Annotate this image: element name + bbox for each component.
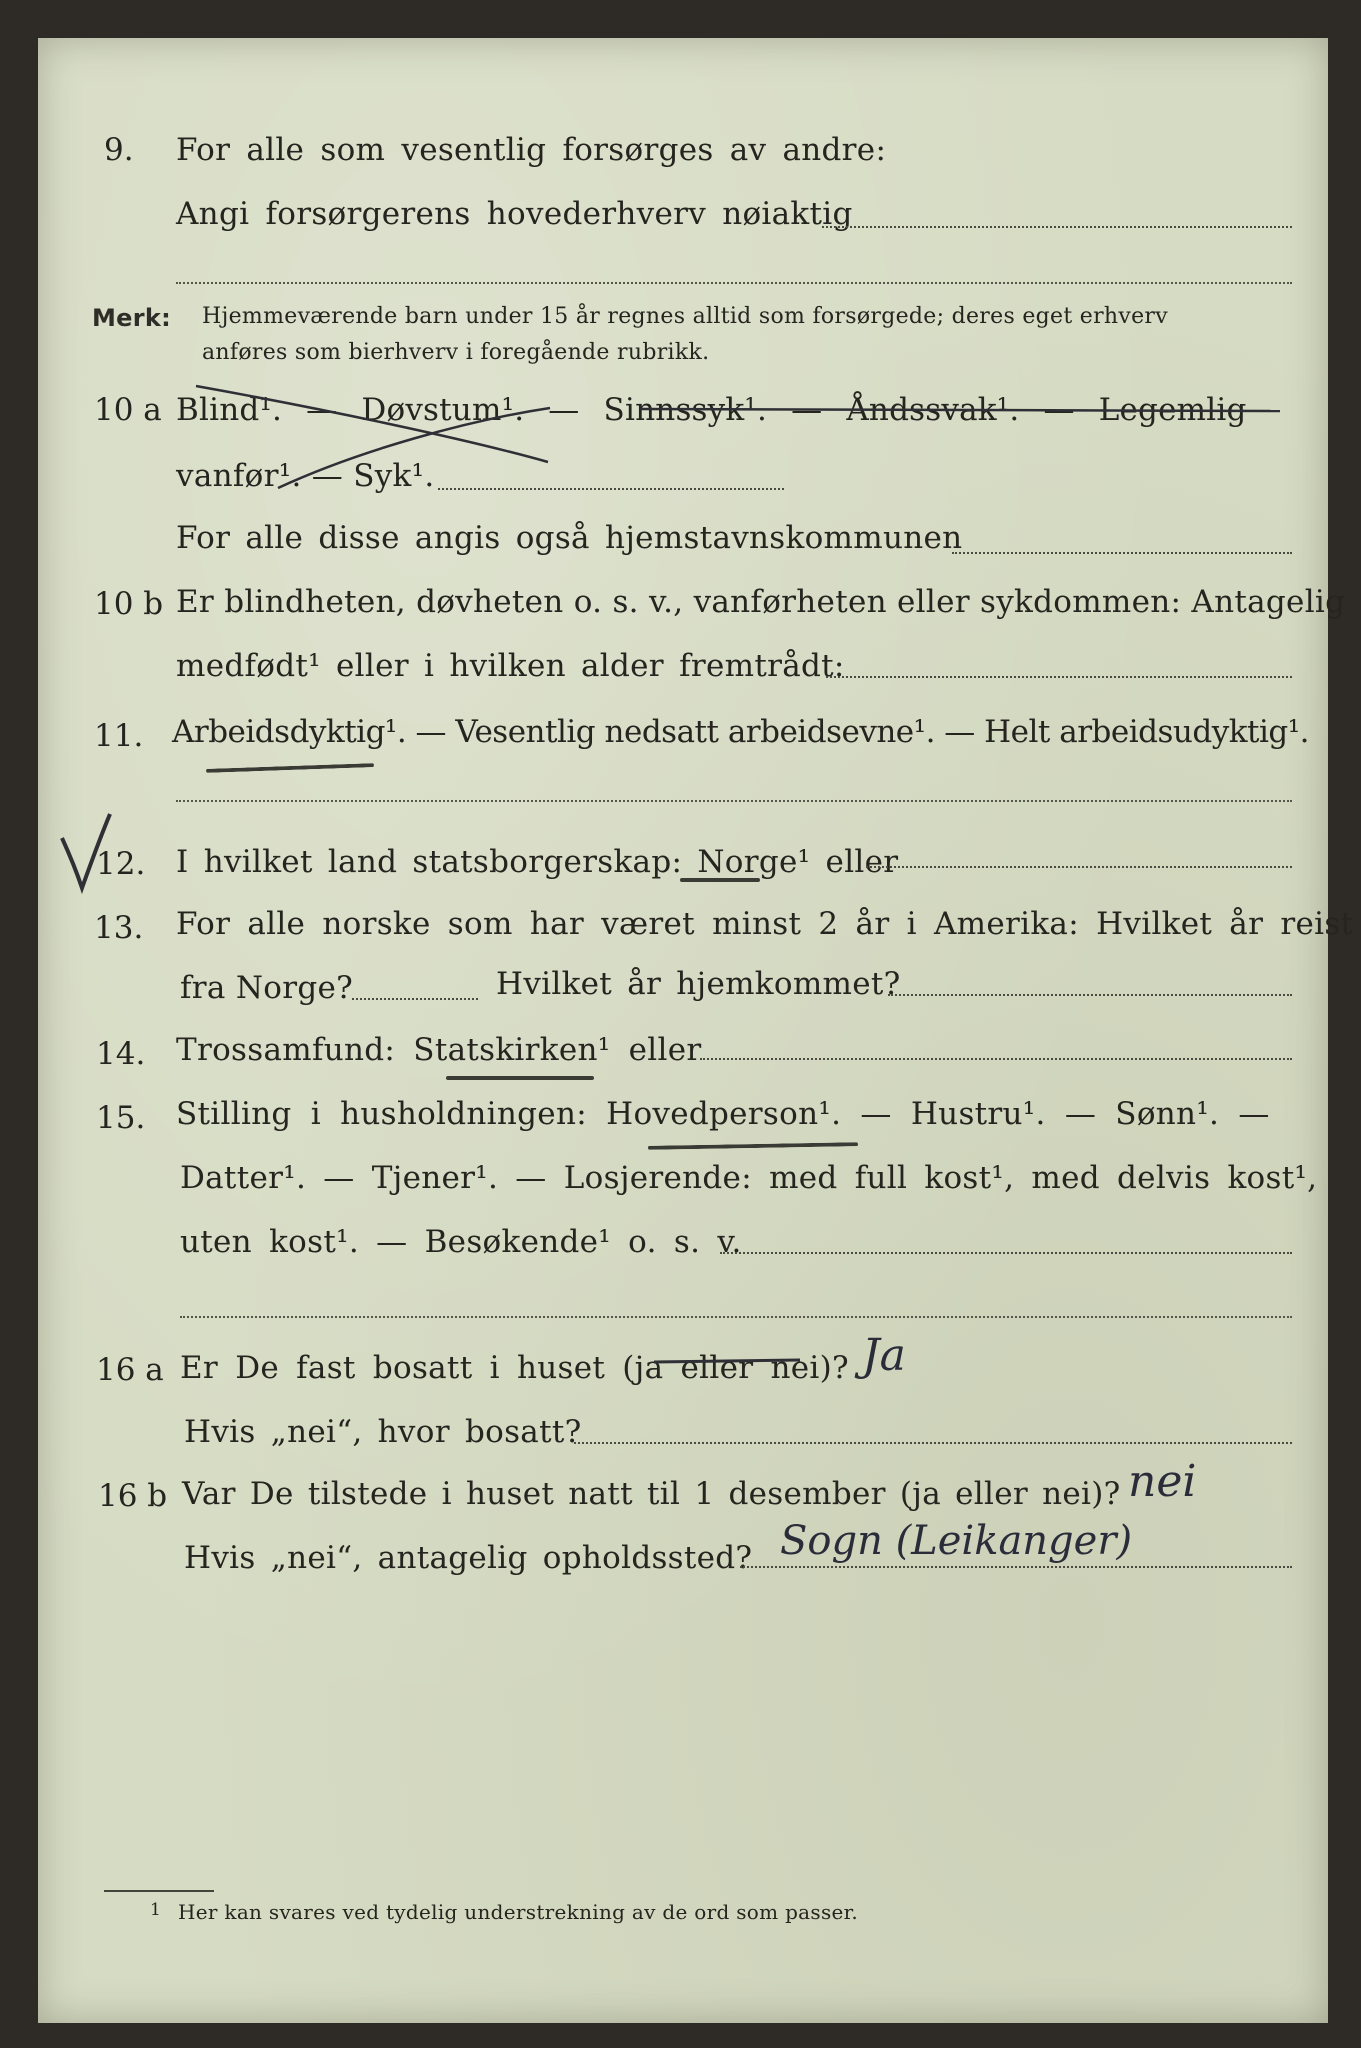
q11-line1: Arbeidsdyktig¹. — Vesentlig nedsatt arbeidsevne¹. — Helt arbeidsudyktig¹. xyxy=(172,714,1310,750)
q16a-line1: Er De fast bosatt i huset (ja eller nei)? xyxy=(180,1350,849,1386)
q10b-line2: medfødt¹ eller i hvilken alder fremtrådt: xyxy=(176,648,845,684)
q12-number: 12. xyxy=(96,846,146,882)
q13-line2a: fra Norge? xyxy=(180,970,354,1006)
q10a-number: 10 a xyxy=(94,392,162,428)
q9-number: 9. xyxy=(104,132,134,168)
q16a-handwritten-answer: Ja xyxy=(862,1330,906,1381)
strike-horizontal xyxy=(640,409,1280,411)
q16b-handwritten-answer-2: Sogn (Leikanger) xyxy=(780,1518,1133,1564)
q16a-number: 16 a xyxy=(96,1352,164,1388)
q10a-line3: For alle disse angis også hjemstavnskommunen xyxy=(176,520,963,556)
q15-line1: Stilling i husholdningen: Hovedperson¹. — Hustru¹. — Sønn¹. — xyxy=(176,1096,1270,1132)
q10b-line1: Er blindheten, døvheten o. s. v., vanførheten eller sykdommen: Antagelig xyxy=(176,584,1346,620)
q14-number: 14. xyxy=(96,1036,146,1072)
q13-number: 13. xyxy=(94,910,144,946)
q10a-line1: Blind¹. — Døvstum¹. — Sinnssyk¹. — Åndssvak¹. — Legemlig xyxy=(176,392,1247,428)
q16b-number: 16 b xyxy=(98,1478,168,1514)
merk-label: Merk: xyxy=(92,304,172,332)
q10a-line2: vanfør¹. — Syk¹. xyxy=(176,458,435,494)
q10b-number: 10 b xyxy=(94,586,164,622)
q15-number: 15. xyxy=(96,1100,146,1136)
footnote-mark: 1 xyxy=(150,1900,162,1920)
q11-number: 11. xyxy=(94,718,144,754)
footnote-text: Her kan svares ved tydelig understrekning av de ord som passer. xyxy=(178,1900,858,1924)
strike-diagonal-2 xyxy=(278,408,550,488)
q13-line1: For alle norske som har været minst 2 år i Amerika: Hvilket år reist xyxy=(176,906,1354,942)
q14-line1: Trossamfund: Statskirken¹ eller xyxy=(176,1032,702,1068)
q15-line2: Datter¹. — Tjener¹. — Losjerende: med full kost¹, med delvis kost¹, xyxy=(180,1160,1318,1196)
q9-line1: For alle som vesentlig forsørges av andre: xyxy=(176,132,887,168)
q13-line2b: Hvilket år hjemkommet? xyxy=(496,966,901,1002)
q9-line2: Angi forsørgerens hovederhverv nøiaktig xyxy=(176,196,853,232)
strike-eller-nei xyxy=(654,1360,800,1362)
merk-line2: anføres som bierhverv i foregående rubrikk. xyxy=(202,340,710,365)
check-mark-icon xyxy=(62,814,110,888)
q12-line1: I hvilket land statsborgerskap: Norge¹ eller xyxy=(176,844,899,880)
q16a-line2: Hvis „nei“, hvor bosatt? xyxy=(184,1414,582,1450)
merk-line1: Hjemmeværende barn under 15 år regnes alltid som forsørgede; deres eget erhverv xyxy=(202,304,1168,329)
q16b-handwritten-answer-1: nei xyxy=(1128,1456,1197,1507)
q16b-line2: Hvis „nei“, antagelig opholdssted? xyxy=(184,1540,753,1576)
q16b-line1: Var De tilstede i huset natt til 1 desember (ja eller nei)? xyxy=(182,1476,1121,1512)
q15-line3: uten kost¹. — Besøkende¹ o. s. v. xyxy=(180,1224,742,1260)
